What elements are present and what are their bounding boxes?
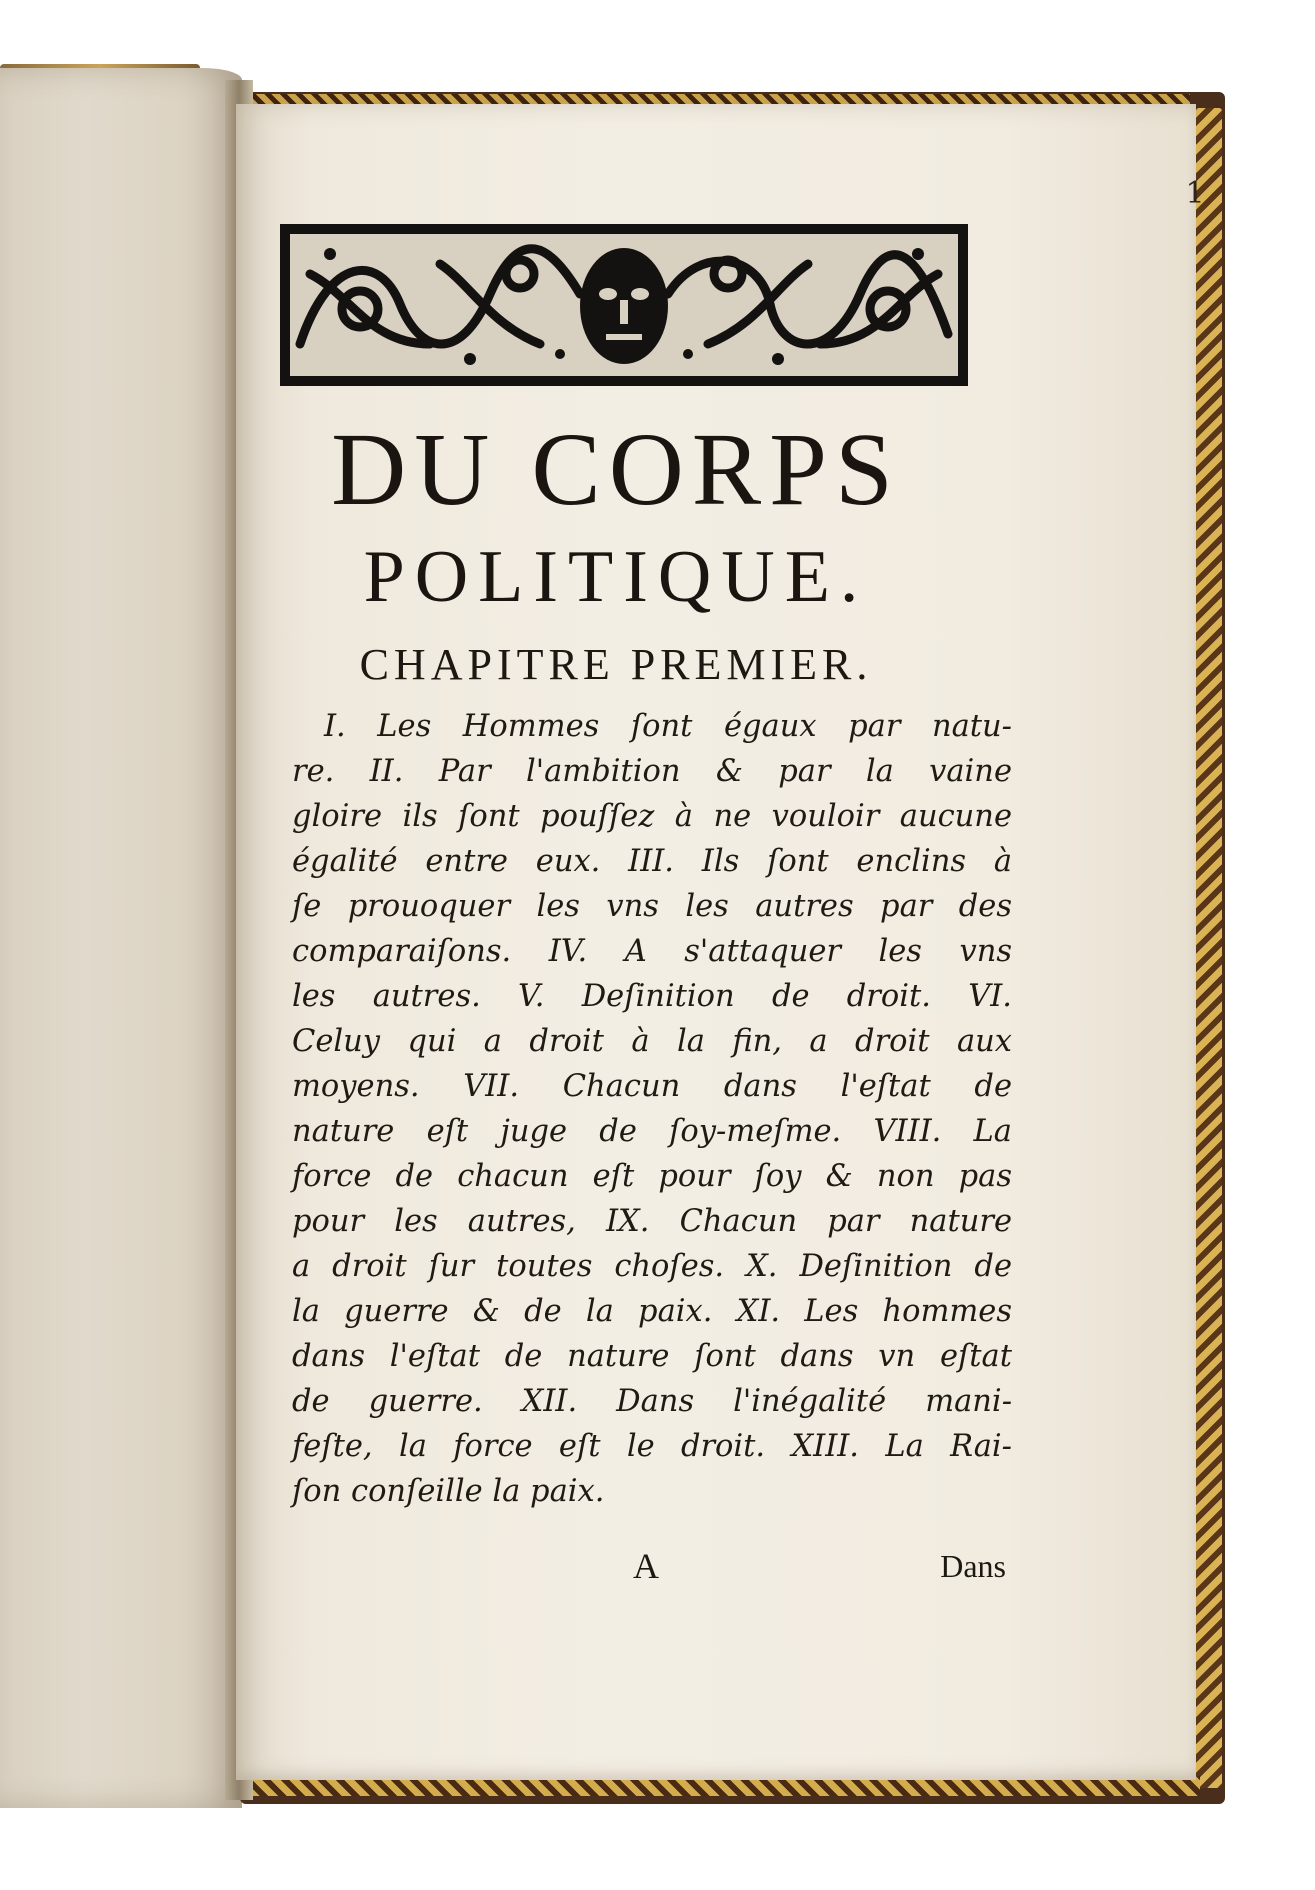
gilt-edge-right: [1196, 108, 1222, 1788]
gilt-edge-top: [250, 94, 1190, 104]
signature-mark: A: [633, 1546, 659, 1586]
summary-line: de guerre. XII. Dans l'inégalité mani-: [292, 1384, 1012, 1419]
chapter-summary: [292, 704, 1012, 1514]
summary-line: re. II. Par l'ambition & par la vaine: [292, 754, 1012, 789]
summary-line: force de chacun eſt pour ſoy & non pas: [292, 1159, 1012, 1194]
summary-line: feſte, la force eſt le droit. XIII. La Rai-: [292, 1429, 1012, 1464]
page-number: 1: [1185, 176, 1205, 211]
summary-line: ſon conſeille la paix.: [292, 1474, 605, 1509]
summary-line: Celuy qui a droit à la fin, a droit aux: [292, 1024, 1012, 1059]
summary-line: gloire ils ſont pouſſez à ne vouloir aucune: [292, 799, 1012, 834]
summary-line: a droit ſur toutes choſes. X. Deſinition de: [292, 1249, 1012, 1284]
summary-line: moyens. VII. Chacun dans l'eſtat de: [292, 1069, 1012, 1104]
summary-line: égalité entre eux. III. Ils ſont enclins à: [292, 844, 1012, 879]
summary-line: I. Les Hommes ſont égaux par natu-: [324, 709, 1012, 744]
title-line-2: POLITIQUE.: [363, 536, 869, 618]
summary-line: la guerre & de la paix. XI. Les hommes: [292, 1294, 1012, 1329]
woodcut-ornament-icon: [290, 234, 958, 376]
left-page: [0, 68, 242, 1808]
summary-line: pour les autres, IX. Chacun par nature: [292, 1204, 1012, 1239]
summary-line: comparaiſons. IV. A s'attaquer les vns: [292, 934, 1012, 969]
chapter-heading: CHAPITRE PREMIER.: [359, 640, 873, 689]
woodcut-headpiece: [280, 224, 968, 386]
catchword: Dans: [940, 1548, 1006, 1584]
summary-line: dans l'eſtat de nature ſont dans vn eſtat: [292, 1339, 1012, 1374]
summary-line: les autres. V. Deſinition de droit. VI.: [292, 979, 1012, 1014]
summary-line: nature eſt juge de ſoy-meſme. VIII. La: [292, 1114, 1012, 1149]
right-page: [236, 104, 1205, 1780]
summary-line: ſe prouoquer les vns les autres par des: [292, 889, 1012, 924]
title-line-1: DU CORPS: [331, 412, 901, 527]
